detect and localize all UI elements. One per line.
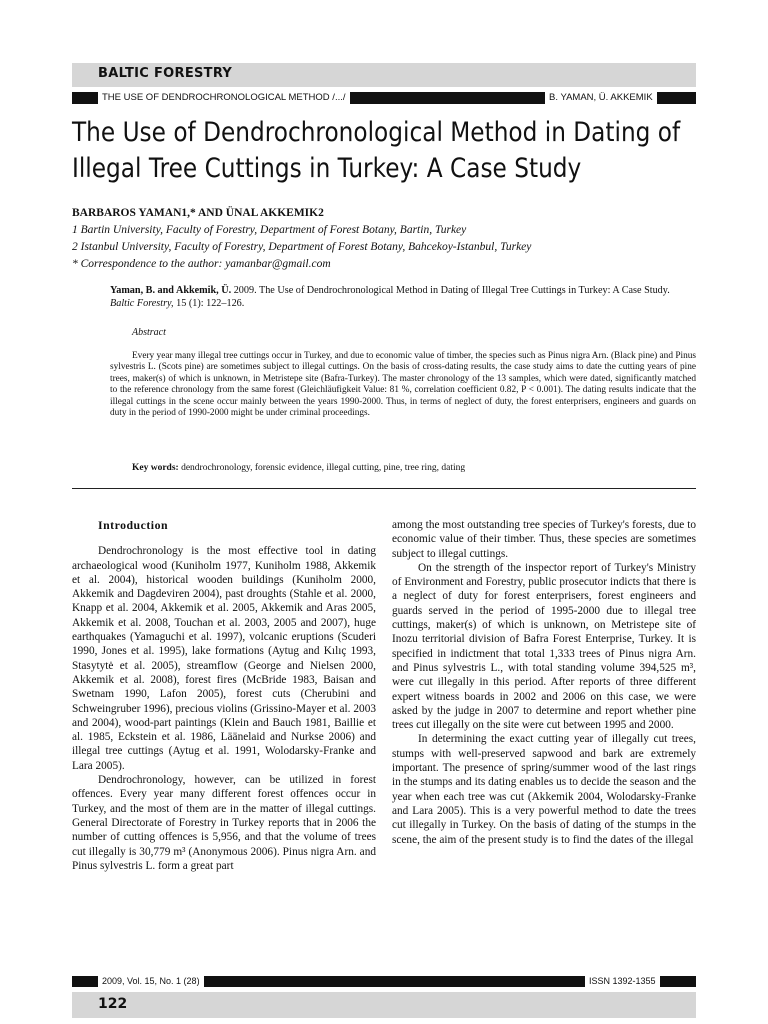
running-header-left: THE USE OF DENDROCHRONOLOGICAL METHOD /.../	[98, 92, 350, 104]
affiliation-1: 1 Bartin University, Faculty of Forestry, Department of Forest Botany, Bartin, Turkey	[72, 224, 467, 236]
affiliation-2: 2 Istanbul University, Faculty of Forestry, Department of Forest Botany, Bahcekoy-Istanbul, Turkey	[72, 241, 532, 253]
page-number: 122	[98, 996, 128, 1012]
citation	[110, 284, 696, 310]
footer-issue: 2009, Vol. 15, No. 1 (28)	[98, 976, 204, 987]
body-column-left	[72, 518, 376, 873]
journal-name: BALTIC FORESTRY	[98, 66, 233, 81]
paper-title	[72, 115, 681, 187]
running-header-right: B. YAMAN, Ü. AKKEMIK	[545, 92, 657, 104]
keywords-text: dendrochronology, forensic evidence, illegal cutting, pine, tree ring, dating	[178, 463, 466, 473]
page-number-bar	[72, 992, 696, 1018]
paragraph: Dendrochronology, however, can be utilized in forest offences. Every year many different forest offences occur in Turkey, and the most of them are in the matter of illegal cuttings. General Directorate of Forestry in Turkey reports that in 2006 the number of cutting offences is 5,956, and that the volume of trees cut illegally is 30,779 m³ (Anonymous 2006). Pinus nigra Arn. and Pinus sylvestris L. form a great part	[72, 774, 376, 872]
author-list: BARBAROS YAMAN1,* AND ÜNAL AKKEMIK2	[72, 207, 324, 219]
citation-authors: Yaman, B. and Akkemik, Ü.	[110, 285, 232, 296]
paragraph: On the strength of the inspector report of Turkey's Ministry of Environment and Forestry, public prosecutor indicts that there is a neglect of duty for forest enterprisers, forest engineers and guards served in the period of 1995-2000 due to illegal tree cuttings, maker(s) of which is unknown, on Metristepe site of Inozu territorial division of Bafra Forest Enterprise, Turkey. It is specified in indictment that total 1,333 trees of Pinus nigra Arn. and Pinus sylvestris L., with total standing volume 394,525 m³, were cut illegally in this period. After reports of three different expert witness boards in 2002 and 2006 on this case, we were asked by the judge in 2007 to determine and report whether pine trees cut illegally on the site were cut between 1995 and 2000.	[392, 561, 696, 732]
keywords-label: Key words:	[132, 463, 179, 473]
footer-issn: ISSN 1392-1355	[585, 976, 660, 987]
keywords	[132, 463, 692, 473]
abstract-heading: Abstract	[132, 327, 166, 338]
citation-volume: 15 (1): 122–126.	[173, 298, 245, 309]
paragraph: In determining the exact cutting year of illegally cut trees, stumps with well-preserved sapwood and bark are extremely important. The presence of spring/summer wood of the last rings in the stumps and its dating enables us to decide the season and the year when each tree was cut (Akkemik 2004, Wolodarsky-Franke and Lara 2005). This is a very powerful method to date the trees cut illegally in Turkey. On the basis of dating of the stumps in the scene, the aim of the present study is to find the dates of the illegal	[392, 733, 696, 846]
title-line-1: The Use of Dendrochronological Method in Dating of	[72, 117, 681, 148]
section-heading-introduction: Introduction	[98, 518, 169, 532]
abstract-text: Every year many illegal tree cuttings occur in Turkey, and due to economic value of timber, the species such as Pinus nigra Arn. (Black pine) and Pinus sylvestris L. (Scots pine) are sometimes subject to illegal cuttings. On the basis of cross-dating results, the case study aims to date the cutting years of pine trees, maker(s) of which is unknown, in Metristepe site (Bafra-Turkey). The master chronology of the 13 samples, which were dated, significantly matched to the reference chronology from the same forest (Gleichläufigkeit Value: 81 %, correlation coefficient 0.82, P < 0.001). The dating results indicate that the illegal cuttings in the scene occur mainly between the years 1990-2000. Thus, in terms of neglect of duty, the forest enterprisers, engineers and guards on duty in the period of 1990-2000 might be under criminal proceedings.	[110, 351, 696, 419]
body-column-right	[392, 518, 696, 847]
citation-text: 2009. The Use of Dendrochronological Method in Dating of Illegal Tree Cuttings in Turkey: A Case Study.	[231, 285, 670, 296]
section-divider	[72, 488, 696, 489]
citation-journal: Baltic Forestry,	[110, 298, 174, 309]
title-line-2: Illegal Tree Cuttings in Turkey: A Case Study	[72, 153, 582, 184]
paragraph: among the most outstanding tree species of Turkey's forests, due to economic value of their timber. Thus, these species are sometimes subject to illegal cuttings.	[392, 519, 696, 560]
correspondence: * Correspondence to the author: yamanbar@gmail.com	[72, 258, 331, 270]
paragraph: Dendrochronology is the most effective tool in dating archaeological wood (Kuniholm 1977, Kuniholm 1988, Akkemik et al. 2004), historical wooden buildings (Kuniholm 2000, Akkemik and Dagdeviren 2004), past droughts (Stahle et al. 2000, Knapp et al. 2004, Akkemik et al. 2005, Akkemik and Aras 2005, Akkemik et al. 2008, Touchan et al. 2003, 2005 and 2007), huge earthquakes (Yamaguchi et al. 1997), volcanic eruptions (Scuderi 1990, Jones et al. 1995), lake formations (Aytug and Kılıç 1993, Stasytytė et al. 2005), streamflow (George and Nielsen 2000, Akkemik et al. 2008), forest fires (McBride 1983, Baisan and Swetnam 1990, Lafon 2005), forest cuts (Cherubini and Schweingruber 1996), precious violins (Grissino-Mayer et al. 2003 and 2004), wood-part paintings (Klein and Bauch 1981, Baillie et al. 1985, Eckstein et al. 1986, Läänelaid and Nurkse 2006) and illegal tree cuttings (Aytug et al. 1991, Wolodarsky-Franke and Lara 2005).	[72, 545, 376, 772]
